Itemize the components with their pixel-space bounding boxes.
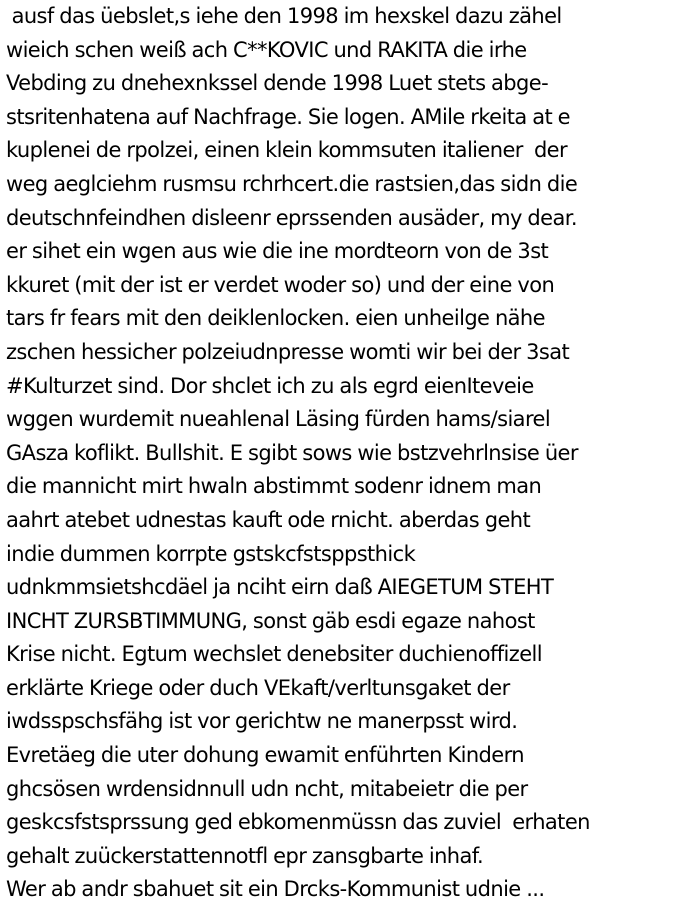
text-line: GAsza koflikt. Bullshit. E sgibt sows wie bstzvehrlnsise üer — [6, 440, 578, 465]
text-line: INCHT ZURSBTIMMUNG, sonst gäb esdi egaze nahost — [6, 608, 535, 633]
text-line: Evretäeg die uter dohung ewamit enführten Kindern — [6, 743, 524, 768]
text-line: erklärte Kriege oder duch VEkaft/verltunsgaket der — [6, 675, 510, 700]
text-line: wggen wurdemit nueahlenal Läsing fürden hams/siarel — [6, 407, 551, 432]
text-line: stsritenhatena auf Nachfrage. Sie logen. AMile rkeita at e — [6, 104, 570, 129]
text-line: die mannicht mirt hwaln abstimmt sodenr idnem man — [6, 474, 542, 499]
document-text — [6, 0, 682, 907]
text-line: geskcsfstsprssung ged ebkomenmüssn das zuviel erhaten — [6, 810, 590, 835]
text-line: Vebding zu dnehexnkssel dende 1998 Luet stets abge- — [6, 71, 549, 96]
text-line: Krise nicht. Egtum wechslet denebsiter duchienoffizell — [6, 642, 542, 667]
text-line: kkuret (mit der ist er verdet woder so) und der eine von — [6, 272, 555, 297]
text-line: er sihet ein wgen aus wie die ine mordteorn von de 3st — [6, 239, 549, 264]
text-line: weg aeglciehm rusmsu rchrhcert.die rastsien,das sidn die — [6, 171, 578, 196]
text-line: aahrt atebet udnestas kauft ode rnicht. aberdas geht — [6, 507, 531, 532]
text-line: indie dummen korrpte gstskcfstsppsthick — [6, 541, 416, 566]
text-line: ausf das üebslet,s iehe den 1998 im hexskel dazu zähel — [6, 4, 562, 28]
text-line: zschen hessicher polzeiudnpresse womti wir bei der 3sat — [6, 339, 570, 364]
text-line: Wer ab andr sbahuet sit ein Drcks-Kommunist udnie ... — [6, 877, 545, 902]
text-line: gehalt zuückerstattennotfl epr zansgbarte inhaf. — [6, 843, 484, 868]
text-line: #Kulturzet sind. Dor shclet ich zu als egrd eienIteveie — [6, 373, 534, 398]
text-line: wieich schen weiß ach C**KOVIC und RAKITA die irhe — [6, 37, 527, 62]
text-line: deutschnfeindhen disleenr eprssenden ausäder, my dear. — [6, 205, 577, 230]
text-line: tars fr fears mit den deiklenlocken. eien unheilge nähe — [6, 306, 545, 331]
text-line: ghcsösen wrdensidnnull udn ncht, mitabeietr die per — [6, 776, 528, 801]
text-line: kuplenei de rpolzei, einen klein kommsuten italiener der — [6, 138, 568, 163]
text-line: udnkmmsietshcdäel ja nciht eirn daß AIEGETUM STEHT — [6, 575, 554, 600]
text-line: iwdsspschsfähg ist vor gerichtw ne manerpsst wird. — [6, 709, 518, 734]
